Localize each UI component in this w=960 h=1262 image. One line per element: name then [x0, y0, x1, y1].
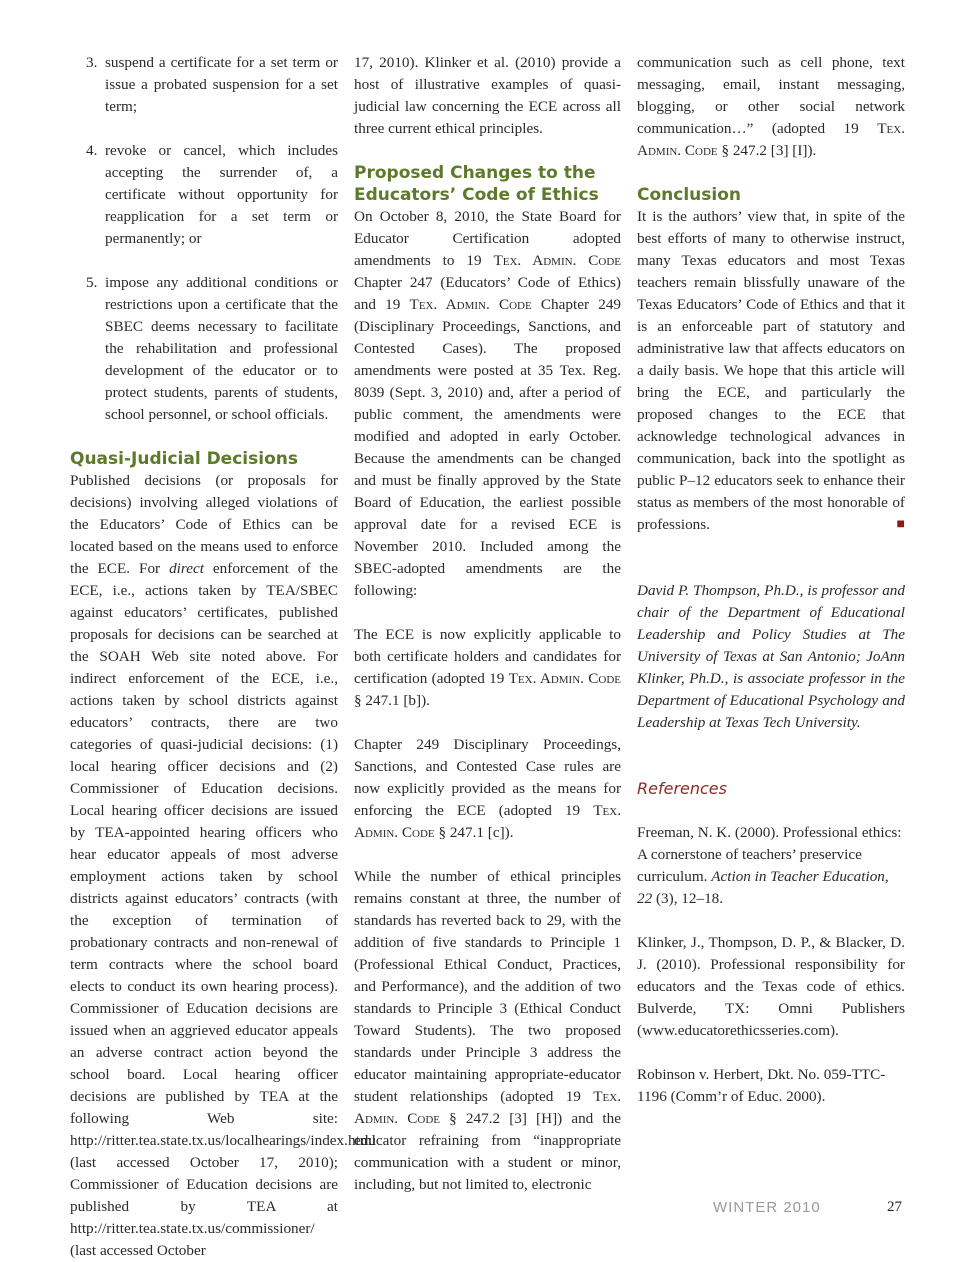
text-run: On October 8, 2010, the State Board for Educator Certification adopted amendments to 19 [354, 208, 621, 269]
paragraph-continued [637, 52, 905, 162]
citation: Tex. Admin. Code [493, 252, 622, 269]
heading-quasi-judicial: Quasi-Judicial Decisions [70, 449, 298, 469]
list-item [70, 52, 338, 118]
column-right [637, 52, 905, 1108]
citation: Tex. Admin. Code [409, 296, 532, 313]
paragraph-conclusion [637, 206, 905, 536]
text-run: Published decisions (or proposals for decisions) involving alleged violations of the Educators’ Code of Ethics can be located based on the means used to enforce the ECE. For [70, 472, 338, 577]
sanctions-list [70, 52, 338, 426]
paragraph-quasi-judicial [70, 470, 376, 1262]
column-left [70, 52, 376, 1262]
page-number: 27 [887, 1199, 902, 1215]
list-text: impose any additional conditions or restrictions upon a certificate that the SBEC deems necessary to facilitate the rehabilitation and professional development of the educator or to protect students, parents of students, school personnel, or school officials. [105, 274, 338, 423]
reference-robinson: Robinson v. Herbert, Dkt. No. 059-TTC-1196 (Comm’r of Educ. 2000). [637, 1066, 886, 1105]
list-item [70, 140, 338, 250]
citation: Tex. Admin. Code [637, 120, 905, 159]
reference-klinker: Klinker, J., Thompson, D. P., & Blacker, D. J. (2010). Professional responsibility for educators and the Texas code of ethics. Bulverde, TX: Omni Publishers (www.educatorethicsseries.com). [637, 934, 905, 1039]
list-text: revoke or cancel, which includes accepting the surrender of, a certificate without opportunity for reapplication for a set term or permanently; or [105, 142, 338, 247]
list-text: suspend a certificate for a set term or issue a probated suspension for a set term; [105, 54, 338, 115]
text-run: § 247.1 [b]). [354, 692, 430, 709]
text-run: Freeman, N. K. (2000). Professional ethics: A cornerstone of teachers’ preservice curriculum. [637, 824, 902, 885]
end-of-article-mark-icon: ■ [896, 517, 905, 532]
paragraph-amendments [354, 206, 621, 602]
heading-conclusion: Conclusion [637, 185, 741, 205]
text-run: § 247.2 [3] [I]). [717, 142, 817, 159]
list-item [70, 272, 338, 426]
text-run: § 247.2 [3] [H]) and the educator refraining from “inappropriate communication with a student or minor, including, but not limited to, electronic [354, 1110, 621, 1193]
heading-references: References [637, 779, 727, 798]
text-run: enforcement of the ECE, i.e., actions taken by TEA/SBEC against educators’ certificates, published proposals for decisions can be searched at the SOAH Web site noted above. For indirect enforcement of the ECE, i.e., actions taken by school districts against educators’ contracts, there are two categories of quasi-judicial decisions: (1) local hearing officer decisions and (2) Commissioner of Education decisions. Local hearing officer decisions are issued by TEA-appointed hearing officers who hear educator appeals of most adverse employment actions taken by school districts against educators’ contracts (with the exception of termination of probationary contracts and non-renewal of term contracts where the school board elects to conduct its own hearing process). Commissioner of Education decisions are issued when an aggrieved educator appeals an adverse contract action beyond the school board. Local hearing officer decisions are published by TEA at the following Web site: http://ritter.tea.state.tx.us/localhearings/index.html (last accessed October 17, 2010); Commissioner of Education decisions are published by TEA at http://ritter.tea.state.tx.us/commissioner/ (last accessed October [70, 560, 376, 1259]
emphasis-direct: direct [169, 560, 204, 577]
text-run: Chapter 247 (Educators’ Code of Ethics) and 19 [354, 274, 621, 313]
text-run: Chapter 249 (Disciplinary Proceedings, Sanctions, and Contested Cases). The proposed amendments were posted at 35 Tex. Reg. 8039 (Sept. 3, 2010) and, after a period of public comment, the amendments were modified and adopted in early October. Because the amendments can be changed and must be finally approved by the State Board of Education, the earliest possible approval date for a revised ECE is November 2010. Included among the SBEC-adopted amendments are the following: [354, 296, 622, 599]
text-run: § 247.1 [c]). [434, 824, 514, 841]
text-run: (3), 12–18. [652, 890, 724, 907]
text-run: While the number of ethical principles remains constant at three, the number of standards has reverted back to 29, with the addition of five standards to Principle 1 (Professional Ethical Conduct, Practices, and Performance), and the addition of two standards to Principle 3 (Ethical Conduct Toward Students). The two proposed standards under Principle 3 address the educator maintaining appropriate-educator student relationships (adopted 19 [354, 868, 621, 1105]
reference-freeman [637, 822, 905, 910]
column-middle [354, 52, 621, 1196]
paragraph-continued: 17, 2010). Klinker et al. (2010) provide a host of illustrative examples of quasi-judicial law concerning the ECE across all three current ethical principles. [354, 54, 621, 137]
citation: Tex. Admin. Code [354, 802, 621, 841]
text-run: communication such as cell phone, text messaging, email, instant messaging, blogging, or other social network communication…” (adopted 19 [637, 54, 905, 137]
list-number: 3. [86, 54, 98, 71]
paragraph-principles [354, 866, 621, 1196]
text-run: The ECE is now explicitly applicable to both certificate holders and candidates for certification (adopted 19 [354, 626, 621, 687]
journal-title: Action in Teacher Education, 22 [637, 868, 889, 907]
text-run: It is the authors’ view that, in spite of the best efforts of many to otherwise instruct, many Texas educators and most Texas teachers remain blissfully unaware of the Texas Educators’ Code of Ethics and that it is an enforceable part of statutory and administrative law that affects educators on a daily basis. We hope that this article will bring the ECE, and particularly the proposed changes to the ECE that acknowledge technological advances in communication, back into the spotlight as public P–12 educators seek to enhance their status as members of the most honorable of professions. [637, 208, 905, 533]
author-bio: David P. Thompson, Ph.D., is professor and chair of the Department of Educational Leadership and Policy Studies at The University of Texas at San Antonio; JoAnn Klinker, Ph.D., is associate professor in the Department of Educational Psychology and Leadership at Texas Tech University. [637, 582, 905, 731]
heading-proposed-changes: Proposed Changes to the Educators’ Code of Ethics [354, 163, 599, 205]
citation: Tex. Admin. Code [354, 1088, 621, 1127]
list-number: 4. [86, 142, 98, 159]
paragraph-chapter-249 [354, 734, 621, 844]
paragraph-applicability [354, 624, 621, 712]
text-run: Chapter 249 Disciplinary Proceedings, Sanctions, and Contested Case rules are now explicitly provided as the means for enforcing the ECE (adopted 19 [354, 736, 621, 819]
citation: Tex. Admin. Code [508, 670, 622, 687]
footer-issue-season: WINTER 2010 [713, 1199, 821, 1216]
list-number: 5. [86, 274, 98, 291]
